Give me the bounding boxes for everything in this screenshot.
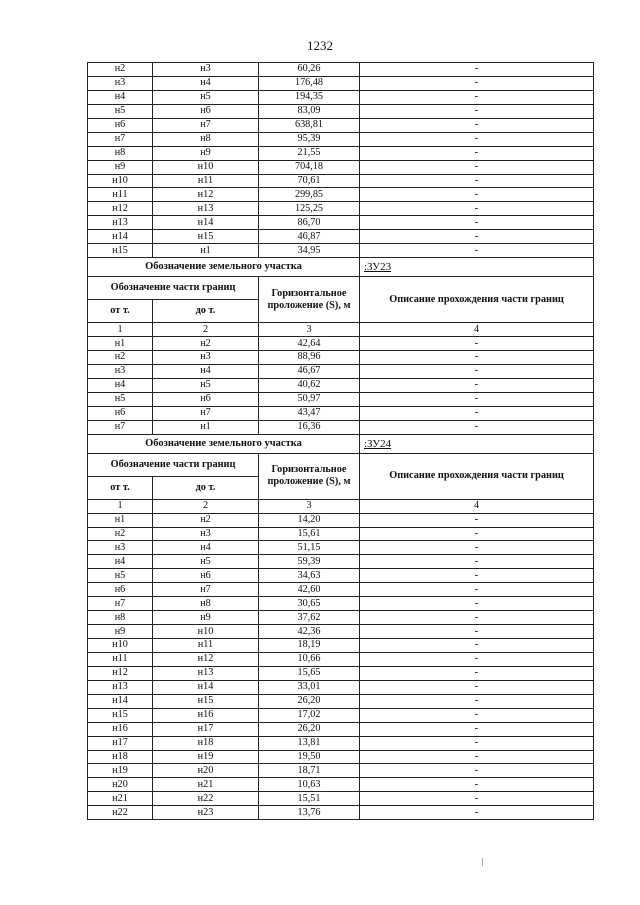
description-cell: - — [360, 244, 594, 258]
to-point-cell: н1 — [153, 244, 259, 258]
column-number-row — [88, 323, 594, 337]
from-point-cell: н8 — [88, 611, 153, 625]
table-row — [88, 680, 594, 694]
description-cell: - — [360, 63, 594, 77]
table-row — [88, 364, 594, 378]
distance-cell: 10,66 — [259, 652, 360, 666]
description-cell: - — [360, 680, 594, 694]
distance-cell: 194,35 — [259, 90, 360, 104]
to-point-cell: н22 — [153, 792, 259, 806]
description-cell: - — [360, 611, 594, 625]
column-number-2: 2 — [153, 499, 259, 513]
description-cell: - — [360, 364, 594, 378]
distance-cell: 176,48 — [259, 76, 360, 90]
to-point-cell: н17 — [153, 722, 259, 736]
part-boundaries-header: Обозначение части границ — [88, 453, 259, 476]
table-row — [88, 174, 594, 188]
from-point-cell: н4 — [88, 90, 153, 104]
from-point-cell: н8 — [88, 146, 153, 160]
from-point-cell: н12 — [88, 202, 153, 216]
page-number: 1232 — [307, 38, 333, 53]
from-point-cell: н21 — [88, 792, 153, 806]
table-row — [88, 778, 594, 792]
distance-cell: 299,85 — [259, 188, 360, 202]
description-cell: - — [360, 146, 594, 160]
table-row — [88, 750, 594, 764]
description-cell: - — [360, 216, 594, 230]
to-point-cell: н10 — [153, 625, 259, 639]
table-row — [88, 132, 594, 146]
to-point-cell: н6 — [153, 104, 259, 118]
to-point-cell: н9 — [153, 611, 259, 625]
to-point-cell: н3 — [153, 63, 259, 77]
description-cell: - — [360, 104, 594, 118]
to-point-cell: н16 — [153, 708, 259, 722]
to-point-cell: н2 — [153, 513, 259, 527]
distance-cell: 15,65 — [259, 666, 360, 680]
distance-cell: 40,62 — [259, 378, 360, 392]
column-number-4: 4 — [360, 323, 594, 337]
description-cell: - — [360, 337, 594, 351]
from-point-cell: н13 — [88, 680, 153, 694]
to-point-cell: н12 — [153, 188, 259, 202]
table-row — [88, 722, 594, 736]
description-cell: - — [360, 666, 594, 680]
description-cell: - — [360, 513, 594, 527]
table-row — [88, 146, 594, 160]
distance-cell: 15,61 — [259, 527, 360, 541]
distance-cell: 125,25 — [259, 202, 360, 216]
to-point-cell: н15 — [153, 230, 259, 244]
horizontal-distance-header: Горизонтальное проложение (S), м — [259, 277, 360, 323]
to-point-cell: н6 — [153, 569, 259, 583]
table-row — [88, 160, 594, 174]
table-row — [88, 555, 594, 569]
description-cell: - — [360, 708, 594, 722]
scan-mark — [482, 858, 491, 866]
description-cell: - — [360, 406, 594, 420]
distance-cell: 18,19 — [259, 639, 360, 653]
table-row — [88, 216, 594, 230]
to-point-cell: н1 — [153, 420, 259, 434]
distance-cell: 51,15 — [259, 541, 360, 555]
distance-cell: 83,09 — [259, 104, 360, 118]
to-point-cell: н5 — [153, 378, 259, 392]
from-point-cell: н11 — [88, 188, 153, 202]
land-plot-row — [88, 434, 594, 453]
table-row — [88, 202, 594, 216]
to-point-cell: н15 — [153, 694, 259, 708]
table-row — [88, 639, 594, 653]
table-row — [88, 90, 594, 104]
description-cell: - — [360, 652, 594, 666]
description-cell: - — [360, 625, 594, 639]
from-point-header: от т. — [88, 300, 153, 323]
description-cell: - — [360, 806, 594, 820]
from-point-cell: н4 — [88, 378, 153, 392]
description-cell: - — [360, 722, 594, 736]
table-row — [88, 527, 594, 541]
to-point-cell: н9 — [153, 146, 259, 160]
distance-cell: 50,97 — [259, 392, 360, 406]
to-point-cell: н7 — [153, 118, 259, 132]
to-point-cell: н21 — [153, 778, 259, 792]
distance-cell: 59,39 — [259, 555, 360, 569]
table-row — [88, 597, 594, 611]
to-point-cell: н7 — [153, 583, 259, 597]
to-point-header: до т. — [153, 476, 259, 499]
table-row — [88, 337, 594, 351]
column-number-4: 4 — [360, 499, 594, 513]
from-point-cell: н19 — [88, 764, 153, 778]
land-plot-label: Обозначение земельного участка — [88, 258, 360, 277]
land-plot-code: :ЗУ24 — [360, 434, 594, 453]
to-point-cell: н5 — [153, 90, 259, 104]
to-point-cell: н18 — [153, 736, 259, 750]
table-row — [88, 118, 594, 132]
description-cell: - — [360, 160, 594, 174]
land-plot-code: :ЗУ23 — [360, 258, 594, 277]
from-point-cell: н11 — [88, 652, 153, 666]
column-number-1: 1 — [88, 499, 153, 513]
distance-cell: 37,62 — [259, 611, 360, 625]
from-point-cell: н2 — [88, 351, 153, 365]
table-row — [88, 652, 594, 666]
distance-cell: 70,61 — [259, 174, 360, 188]
description-cell: - — [360, 736, 594, 750]
distance-cell: 19,50 — [259, 750, 360, 764]
from-point-cell: н4 — [88, 555, 153, 569]
from-point-cell: н2 — [88, 63, 153, 77]
description-cell: - — [360, 392, 594, 406]
to-point-cell: н8 — [153, 132, 259, 146]
description-cell: - — [360, 76, 594, 90]
table-header-row — [88, 277, 594, 300]
table-row — [88, 611, 594, 625]
distance-cell: 10,63 — [259, 778, 360, 792]
to-point-cell: н4 — [153, 364, 259, 378]
description-cell: - — [360, 569, 594, 583]
from-point-cell: н5 — [88, 104, 153, 118]
from-point-cell: н7 — [88, 132, 153, 146]
distance-cell: 86,70 — [259, 216, 360, 230]
description-header: Описание прохождения части границ — [360, 277, 594, 323]
table-row — [88, 420, 594, 434]
table-row — [88, 792, 594, 806]
to-point-cell: н8 — [153, 597, 259, 611]
distance-cell: 95,39 — [259, 132, 360, 146]
table-row — [88, 244, 594, 258]
table-row — [88, 513, 594, 527]
to-point-cell: н13 — [153, 666, 259, 680]
table-row — [88, 583, 594, 597]
part-boundaries-header: Обозначение части границ — [88, 277, 259, 300]
table-row — [88, 625, 594, 639]
to-point-cell: н7 — [153, 406, 259, 420]
to-point-cell: н20 — [153, 764, 259, 778]
column-number-row — [88, 499, 594, 513]
from-point-cell: н12 — [88, 666, 153, 680]
distance-cell: 42,60 — [259, 583, 360, 597]
table-row — [88, 541, 594, 555]
distance-cell: 46,67 — [259, 364, 360, 378]
distance-cell: 30,65 — [259, 597, 360, 611]
description-cell: - — [360, 639, 594, 653]
from-point-cell: н20 — [88, 778, 153, 792]
from-point-cell: н6 — [88, 118, 153, 132]
table-row — [88, 694, 594, 708]
table-row — [88, 230, 594, 244]
from-point-cell: н6 — [88, 406, 153, 420]
from-point-cell: н1 — [88, 513, 153, 527]
table-row — [88, 378, 594, 392]
distance-cell: 18,71 — [259, 764, 360, 778]
distance-cell: 15,51 — [259, 792, 360, 806]
from-point-header: от т. — [88, 476, 153, 499]
distance-cell: 13,81 — [259, 736, 360, 750]
table-row — [88, 351, 594, 365]
horizontal-distance-header: Горизонтальное проложение (S), м — [259, 453, 360, 499]
description-cell: - — [360, 792, 594, 806]
distance-cell: 17,02 — [259, 708, 360, 722]
to-point-cell: н11 — [153, 174, 259, 188]
distance-cell: 21,55 — [259, 146, 360, 160]
description-cell: - — [360, 90, 594, 104]
distance-cell: 33,01 — [259, 680, 360, 694]
distance-cell: 60,26 — [259, 63, 360, 77]
table-row — [88, 406, 594, 420]
to-point-cell: н3 — [153, 351, 259, 365]
table-row — [88, 708, 594, 722]
from-point-cell: н13 — [88, 216, 153, 230]
from-point-cell: н1 — [88, 337, 153, 351]
distance-cell: 13,76 — [259, 806, 360, 820]
description-cell: - — [360, 764, 594, 778]
description-cell: - — [360, 750, 594, 764]
description-cell: - — [360, 527, 594, 541]
description-cell: - — [360, 597, 594, 611]
table-row — [88, 764, 594, 778]
to-point-cell: н4 — [153, 76, 259, 90]
from-point-cell: н22 — [88, 806, 153, 820]
description-cell: - — [360, 541, 594, 555]
table-row — [88, 569, 594, 583]
to-point-cell: н14 — [153, 680, 259, 694]
from-point-cell: н15 — [88, 244, 153, 258]
from-point-cell: н18 — [88, 750, 153, 764]
description-cell: - — [360, 132, 594, 146]
table-row — [88, 104, 594, 118]
from-point-cell: н9 — [88, 160, 153, 174]
from-point-cell: н3 — [88, 541, 153, 555]
from-point-cell: н16 — [88, 722, 153, 736]
to-point-cell: н4 — [153, 541, 259, 555]
to-point-cell: н6 — [153, 392, 259, 406]
distance-cell: 43,47 — [259, 406, 360, 420]
land-plot-row — [88, 258, 594, 277]
distance-cell: 88,96 — [259, 351, 360, 365]
description-cell: - — [360, 118, 594, 132]
from-point-cell: н5 — [88, 392, 153, 406]
distance-cell: 704,18 — [259, 160, 360, 174]
from-point-cell: н6 — [88, 583, 153, 597]
to-point-cell: н11 — [153, 639, 259, 653]
distance-cell: 14,20 — [259, 513, 360, 527]
description-cell: - — [360, 230, 594, 244]
from-point-cell: н7 — [88, 597, 153, 611]
description-cell: - — [360, 202, 594, 216]
description-cell: - — [360, 351, 594, 365]
to-point-cell: н5 — [153, 555, 259, 569]
distance-cell: 638,81 — [259, 118, 360, 132]
distance-cell: 42,36 — [259, 625, 360, 639]
distance-cell: 42,64 — [259, 337, 360, 351]
from-point-cell: н10 — [88, 174, 153, 188]
to-point-cell: н3 — [153, 527, 259, 541]
table-row — [88, 736, 594, 750]
distance-cell: 46,87 — [259, 230, 360, 244]
column-number-1: 1 — [88, 323, 153, 337]
table-row — [88, 392, 594, 406]
table-row — [88, 76, 594, 90]
from-point-cell: н5 — [88, 569, 153, 583]
distance-cell: 16,36 — [259, 420, 360, 434]
description-cell: - — [360, 378, 594, 392]
description-cell: - — [360, 583, 594, 597]
column-number-2: 2 — [153, 323, 259, 337]
description-cell: - — [360, 555, 594, 569]
from-point-cell: н15 — [88, 708, 153, 722]
from-point-cell: н3 — [88, 76, 153, 90]
table-header-row — [88, 453, 594, 476]
boundary-table — [87, 62, 594, 820]
from-point-cell: н14 — [88, 694, 153, 708]
to-point-cell: н19 — [153, 750, 259, 764]
table-row — [88, 63, 594, 77]
from-point-cell: н7 — [88, 420, 153, 434]
from-point-cell: н17 — [88, 736, 153, 750]
distance-cell: 34,63 — [259, 569, 360, 583]
distance-cell: 34,95 — [259, 244, 360, 258]
from-point-cell: н14 — [88, 230, 153, 244]
description-cell: - — [360, 420, 594, 434]
from-point-cell: н3 — [88, 364, 153, 378]
description-cell: - — [360, 188, 594, 202]
to-point-cell: н14 — [153, 216, 259, 230]
to-point-cell: н23 — [153, 806, 259, 820]
column-number-3: 3 — [259, 323, 360, 337]
land-plot-label: Обозначение земельного участка — [88, 434, 360, 453]
table-row — [88, 666, 594, 680]
column-number-3: 3 — [259, 499, 360, 513]
from-point-cell: н2 — [88, 527, 153, 541]
to-point-cell: н2 — [153, 337, 259, 351]
table-row — [88, 806, 594, 820]
distance-cell: 26,20 — [259, 694, 360, 708]
to-point-cell: н13 — [153, 202, 259, 216]
table-row — [88, 188, 594, 202]
description-cell: - — [360, 694, 594, 708]
description-cell: - — [360, 174, 594, 188]
distance-cell: 26,20 — [259, 722, 360, 736]
description-header: Описание прохождения части границ — [360, 453, 594, 499]
from-point-cell: н9 — [88, 625, 153, 639]
to-point-cell: н10 — [153, 160, 259, 174]
description-cell: - — [360, 778, 594, 792]
from-point-cell: н10 — [88, 639, 153, 653]
to-point-cell: н12 — [153, 652, 259, 666]
to-point-header: до т. — [153, 300, 259, 323]
